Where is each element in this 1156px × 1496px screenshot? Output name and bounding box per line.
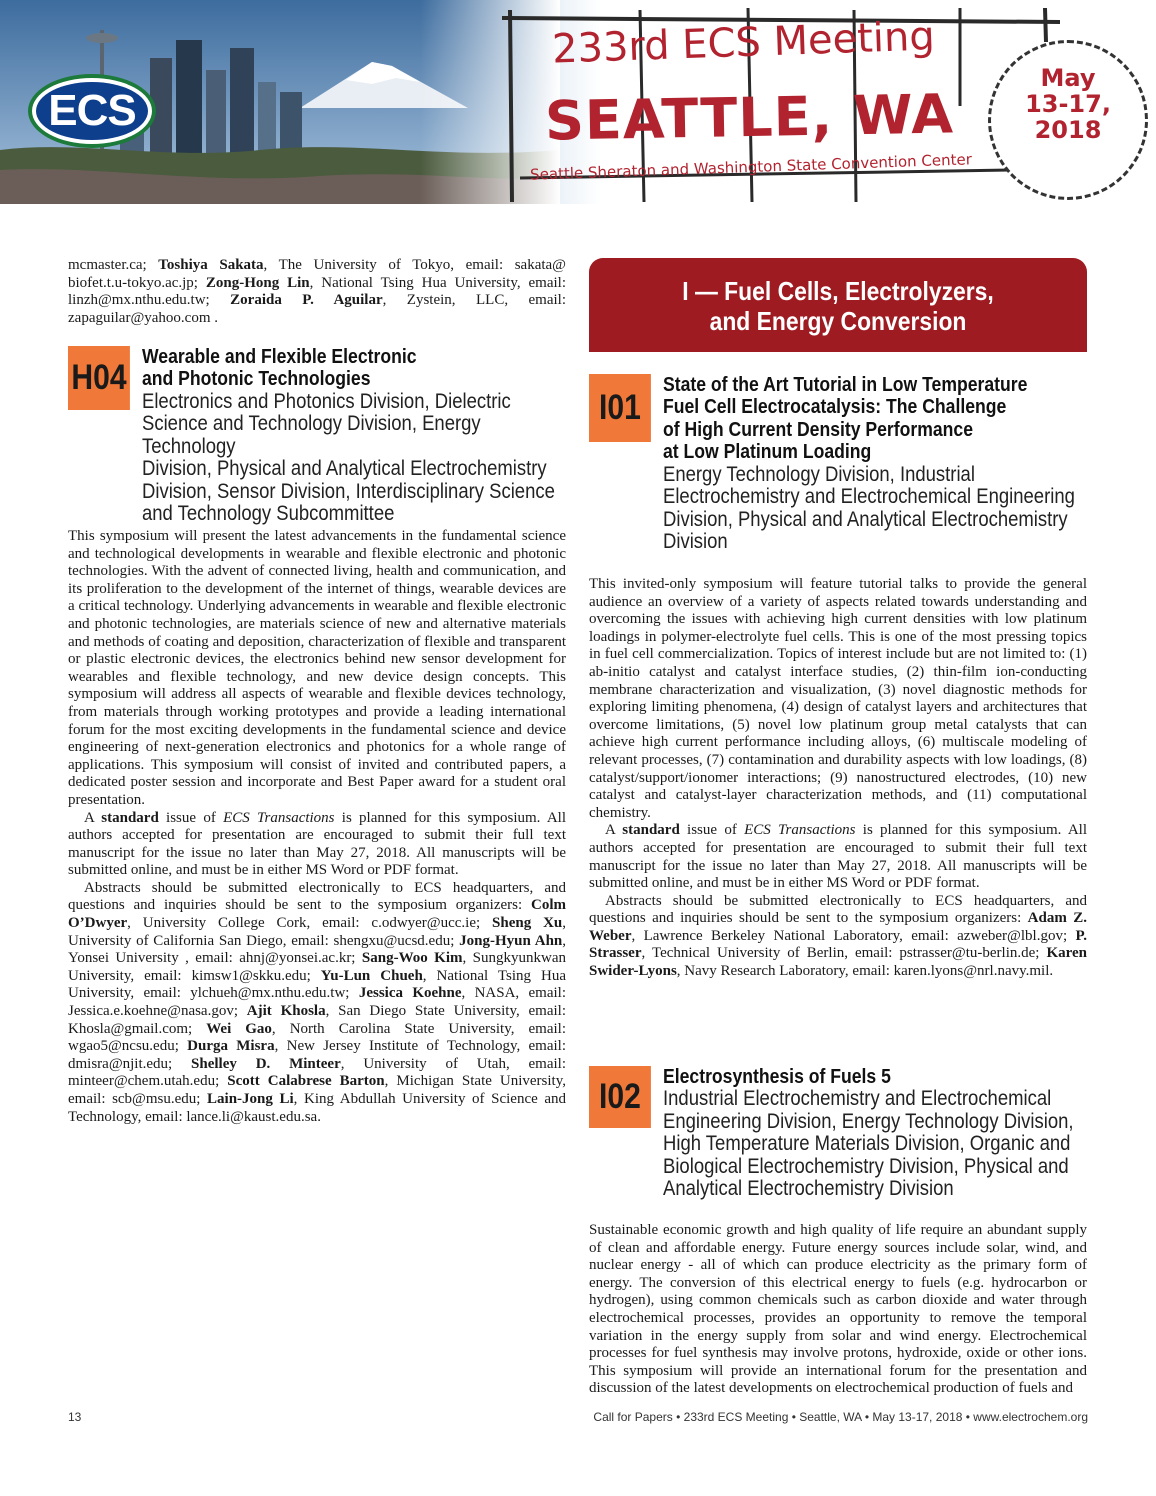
section-banner bbox=[589, 258, 1087, 352]
symposium-divisions: Electronics and Photonics Division, Dielectric Science and Technology Division, Energy Technology Division, Physical and Analytical Electrochemistry Division, Sensor Division, Interdisciplinary Science and Technology Subcommittee bbox=[142, 389, 555, 526]
organizers-paragraph: Abstracts should be submitted electronically to ECS headquarters, and questions and inquiries should be sent to the symposium organizers: Adam Z. Weber, Lawrence Berkeley National Laboratory, email: azweber@lbl.gov; P. Strasser, Technical University of Berlin, email: pstrasser@tu-berlin.de; Karen Swider-Lyons, Navy Research Laboratory, email: karen.lyons@nrl.navy.mil. bbox=[589, 892, 1087, 980]
meeting-dates: May 13-17, 2018 bbox=[1025, 64, 1111, 144]
symposium-i02-body bbox=[589, 1222, 1087, 1398]
meeting-venue: Seattle Sheraton and Washington State Convention Center bbox=[529, 150, 973, 184]
symposium-divisions: Industrial Electrochemistry and Electrochemical Engineering Division, Energy Technology Division, High Temperature Materials Division, Organic and Biological Electrochemistry Division, Physical and Analytical Electrochemistry Division bbox=[663, 1087, 1074, 1201]
symposium-title: Electrosynthesis of Fuels 5 bbox=[663, 1066, 891, 1088]
symposium-title: Wearable and Flexible Electronic and Photonic Technologies bbox=[142, 346, 417, 391]
body-paragraph: A standard issue of ECS Transactions is planned for this symposium. All authors accepted for presentation are encouraged to submit their full text manuscript for the issue no later than May 27, 2018. All manuscripts will be submitted online, and must be in either MS Word or PDF format. bbox=[68, 809, 566, 879]
symposium-heading bbox=[142, 346, 564, 526]
ecs-logo bbox=[28, 74, 156, 148]
left-column bbox=[68, 257, 566, 327]
ecs-logo-text: ECS bbox=[36, 82, 148, 140]
symposium-title: State of the Art Tutorial in Low Temperature Fuel Cell Electrocatalysis: The Challenge of High Current Density Performance at Low Platinum Loading bbox=[663, 374, 1028, 464]
symposium-heading bbox=[663, 1066, 1085, 1201]
footer-text: Call for Papers • 233rd ECS Meeting • Seattle, WA • May 13-17, 2018 • www.electrochem.org bbox=[593, 1410, 1088, 1424]
section-title: I — Fuel Cells, Electrolyzers, and Energy Conversion bbox=[682, 276, 994, 336]
previous-organizers-text: mcmaster.ca; Toshiya Sakata, The University of Tokyo, email: sakata@ biofet.t.u-tokyo.ac.jp; Zong-Hong Lin, National Tsing Hua University, email: linzh@mx.nthu.edu.tw; Zoraida P. Aguilar, Zystein, LLC, email: zapaguilar@yahoo.com . bbox=[68, 257, 567, 326]
date-badge bbox=[988, 40, 1148, 200]
body-paragraph: A standard issue of ECS Transactions is planned for this symposium. All authors accepted for presentation are encouraged to submit their full text manuscript for the issue no later than May 27, 2018. All manuscripts will be submitted online, and must be in either MS Word or PDF format. bbox=[589, 822, 1087, 892]
body-paragraph: This symposium will present the latest advancements in the fundamental science and technological developments in wearable and flexible electronic and photonic technologies. With the advent of connected living, health and communication, and its proliferation to the development of the internet of things, wearable devices are a critical technology. Underlying advancements in wearable and flexible electronic and photonic technologies, are materials science of new and alternative materials and methods of coating and deposition, characterization of flexible and transparent or plastic electronic devices, the electronics behind new sensor development for wearables and flexible technology, and new device design concepts. This symposium will address all aspects of wearable and flexible devices technology, from materials through working prototypes and provide a leading international forum for the most exciting developments in the fundamental science and device engineering of next-generation electronics and photonics for a whole range of applications. This symposium will consist of invited and contributed papers, a dedicated poster session and incorporate and Best Paper award for a student oral presentation. bbox=[68, 528, 566, 808]
symposium-heading bbox=[663, 374, 1085, 554]
header-banner bbox=[0, 0, 1156, 204]
symposium-h04-body bbox=[68, 528, 566, 1126]
symposium-code: H04 bbox=[68, 346, 130, 410]
symposium-divisions: Energy Technology Division, Industrial Electrochemistry and Electrochemical Engineering Division, Physical and Analytical Electrochemistry Division bbox=[663, 462, 1075, 554]
meeting-city: SEATTLE, WA bbox=[544, 82, 955, 153]
organizers-paragraph: Abstracts should be submitted electronically to ECS headquarters, and questions and inquiries should be sent to the symposium organizers: Colm O’Dwyer, University College Cork, email: c.odwyer@ucc.ie; Sheng Xu, University of California San Diego, email: shengxu@ucsd.edu; Jong-Hyun Ahn, Yonsei University , email: ahnj@yonsei.ac.kr; Sang-Woo Kim, Sungkyunkwan University, email: kimsw1@skku.edu; Yu-Lun Chueh, National Tsing Hua University, email: ylchueh@mx.nthu.edu.tw; Jessica Koehne, NASA, email: Jessica.e.koehne@nasa.gov; Ajit Khosla, San Diego State University, email: Khosla@gmail.com; Wei Gao, North Carolina State University, email: wgao5@ncsu.edu; Durga Misra, New Jersey Institute of Technology, email: dmisra@njit.edu; Shelley D. Minteer, University of Utah, email: minteer@chem.utah.edu; Scott Calabrese Barton, Michigan State University, email: scb@msu.edu; Lain-Jong Li, King Abdullah University of Science and Technology, email: lance.li@kaust.edu.sa. bbox=[68, 879, 567, 1125]
meeting-title: 233rd ECS Meeting bbox=[551, 13, 936, 73]
symposium-i01-body bbox=[589, 576, 1087, 981]
symposium-code: I01 bbox=[589, 374, 651, 442]
body-paragraph: This invited-only symposium will feature tutorial talks to provide the general audience an overview of a variety of aspects related towards understanding and overcoming the issues with achieving high current densities with low platinum loadings in polymer-electrolyte fuel cells. This is one of the most pressing topics in fuel cell commercialization. Topics of interest include but are not limited to: (1) ab-initio catalyst and catalyst interface studies, (2) thin-film ion-conducting membrane characterization and visualization, (3) novel diagnostic methods for exploring limiting phenomena, (4) design of catalyst layers and architectures that overcome limitations, (5) novel low platinum group metal catalysts that can achieve high current performance including alloys, (6) multiscale modeling of relevant processes, (7) contamination and durability aspects with low loadings, (8) catalyst/support/ionomer interactions; (9) nanostructured electrodes, (10) new catalyst and catalyst-layer characterization methods, and (11) computational chemistry. bbox=[589, 576, 1087, 821]
symposium-code: I02 bbox=[589, 1066, 651, 1128]
page-number: 13 bbox=[68, 1410, 82, 1424]
body-paragraph: Sustainable economic growth and high quality of life require an abundant supply of clean and affordable energy. Future energy sources include solar, wind, and nuclear energy - all of which can produce electricity as the primary form of energy. The conversion of this electrical energy to fuels (e.g. hydrocarbon or hydrogen), using common chemicals such as carbon dioxide and water through electrochemical processes, provides an opportunity to remove the temporal variation in the energy supply from solar and wind energy. Electrochemical processes for fuel synthesis may involve protons, hydroxide, oxide or other ions. This symposium will provide an international forum for the presentation and discussion of the latest developments on electrochemical production of fuels and bbox=[589, 1222, 1087, 1397]
